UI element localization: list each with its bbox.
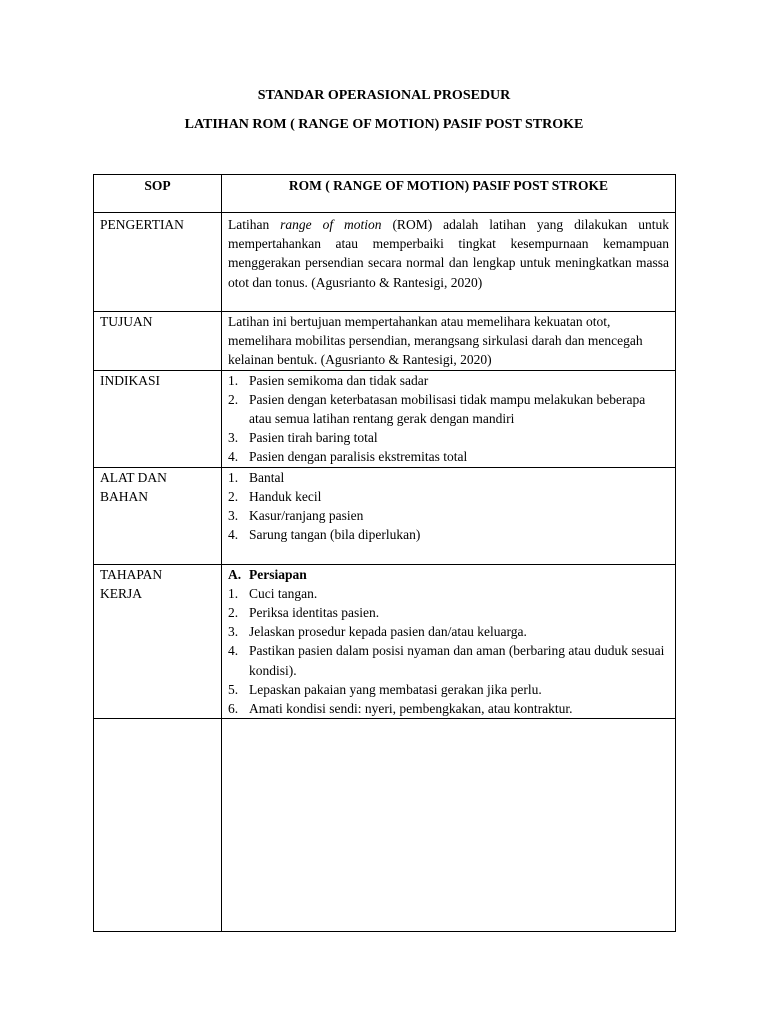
list-item-text: Pastikan pasien dalam posisi nyaman dan aman (berbaring atau duduk sesuai kondisi). bbox=[249, 643, 665, 678]
indikasi-list bbox=[228, 371, 669, 467]
label-alat-line1: ALAT DAN bbox=[100, 469, 167, 485]
list-item bbox=[228, 680, 669, 699]
empty-label-cell bbox=[94, 719, 222, 932]
list-item-text: Pasien semikoma dan tidak sadar bbox=[249, 372, 429, 388]
pengertian-text-end: (ROM) adalah latihan yang dilakukan untuk mempertahankan atau memperbaiki tingkat kesempurnaan kemampuan menggerakan persendian secara normal dan lengkap untuk meningkatkan massa otot dan tonus. (Agusrianto & Rantesigi, 2020) bbox=[228, 217, 669, 290]
list-item-text: Pasien dengan paralisis ekstremitas total bbox=[249, 449, 468, 465]
pengertian-text-italic: range of motion bbox=[280, 217, 382, 232]
list-item-number: 1. bbox=[228, 585, 239, 601]
section-letter: A. bbox=[228, 566, 242, 582]
header-rom: ROM ( RANGE OF MOTION) PASIF POST STROKE bbox=[222, 175, 676, 213]
list-item-number: 3. bbox=[228, 508, 239, 524]
indikasi-cell bbox=[222, 370, 676, 467]
list-item-text: Cuci tangan. bbox=[249, 585, 318, 601]
document-title: STANDAR OPERASIONAL PROSEDUR bbox=[257, 88, 511, 103]
list-item-number: 4. bbox=[228, 449, 239, 465]
label-tujuan: TUJUAN bbox=[94, 312, 222, 371]
list-item-number: 1. bbox=[228, 469, 239, 485]
list-item-text: Kasur/ranjang pasien bbox=[249, 508, 364, 524]
list-item-text: Handuk kecil bbox=[249, 488, 322, 504]
list-item-number: 4. bbox=[228, 527, 239, 543]
list-item bbox=[228, 699, 669, 718]
list-item-text: Sarung tangan (bila diperlukan) bbox=[249, 527, 421, 543]
list-item-number: 4. bbox=[228, 643, 239, 659]
list-item-number: 2. bbox=[228, 605, 239, 621]
list-item-number: 2. bbox=[228, 391, 239, 407]
alat-cell bbox=[222, 467, 676, 564]
list-item bbox=[228, 428, 669, 447]
list-item bbox=[228, 371, 669, 390]
list-item bbox=[228, 641, 669, 679]
list-item bbox=[228, 468, 669, 487]
list-item-text: Jelaskan prosedur kepada pasien dan/atau keluarga. bbox=[249, 624, 527, 640]
empty-content-cell bbox=[222, 719, 676, 932]
label-indikasi: INDIKASI bbox=[94, 370, 222, 467]
header-sop: SOP bbox=[94, 175, 222, 213]
label-alat-bahan bbox=[94, 467, 222, 564]
label-tahapan-line2: KERJA bbox=[100, 585, 143, 601]
row-pengertian bbox=[94, 213, 676, 312]
row-alat-bahan bbox=[94, 467, 676, 564]
list-item-text: Periksa identitas pasien. bbox=[249, 605, 380, 621]
section-title: Persiapan bbox=[249, 566, 307, 582]
section-persiapan bbox=[228, 565, 669, 584]
list-item-number: 1. bbox=[228, 372, 239, 388]
list-item bbox=[228, 487, 669, 506]
label-tahapan-line1: TAHAPAN bbox=[100, 566, 163, 582]
alat-list bbox=[228, 468, 669, 545]
list-item-text: Amati kondisi sendi: nyeri, pembengkakan, atau kontraktur. bbox=[249, 701, 573, 717]
text-pengertian bbox=[222, 213, 676, 312]
list-item-text: Pasien dengan keterbatasan mobilisasi tidak mampu melakukan beberapa atau semua latihan rentang gerak dengan mandiri bbox=[249, 391, 646, 427]
list-item bbox=[228, 525, 669, 544]
list-item-number: 2. bbox=[228, 488, 239, 504]
pengertian-text-start: Latihan bbox=[228, 217, 281, 232]
sop-table bbox=[93, 174, 676, 932]
tahapan-cell bbox=[222, 564, 676, 719]
row-tahapan-kerja bbox=[94, 564, 676, 719]
list-item-text: Bantal bbox=[249, 469, 285, 485]
row-tujuan bbox=[94, 312, 676, 371]
list-item-number: 5. bbox=[228, 681, 239, 697]
list-item bbox=[228, 622, 669, 641]
list-item-number: 3. bbox=[228, 624, 239, 640]
list-item bbox=[228, 506, 669, 525]
document-subtitle: LATIHAN ROM ( RANGE OF MOTION) PASIF POST STROKE bbox=[184, 117, 584, 132]
list-item bbox=[228, 390, 669, 428]
list-item-number: 3. bbox=[228, 430, 239, 446]
persiapan-list bbox=[228, 584, 669, 718]
label-tahapan-kerja bbox=[94, 564, 222, 719]
list-item-text: Pasien tirah baring total bbox=[249, 430, 378, 446]
list-item-text: Lepaskan pakaian yang membatasi gerakan jika perlu. bbox=[249, 681, 542, 697]
list-item-number: 6. bbox=[228, 701, 239, 717]
row-indikasi bbox=[94, 370, 676, 467]
list-item bbox=[228, 584, 669, 603]
text-tujuan: Latihan ini bertujuan mempertahankan atau memelihara kekuatan otot, memelihara mobilitas persendian, merangsang sirkulasi darah dan mencegah kelainan bentuk. (Agusrianto & Rantesigi, 2020) bbox=[222, 312, 676, 371]
list-item bbox=[228, 447, 669, 466]
row-empty bbox=[94, 719, 676, 932]
label-pengertian: PENGERTIAN bbox=[94, 213, 222, 312]
list-item bbox=[228, 603, 669, 622]
label-alat-line2: BAHAN bbox=[100, 488, 149, 504]
table-header-row bbox=[94, 175, 676, 213]
